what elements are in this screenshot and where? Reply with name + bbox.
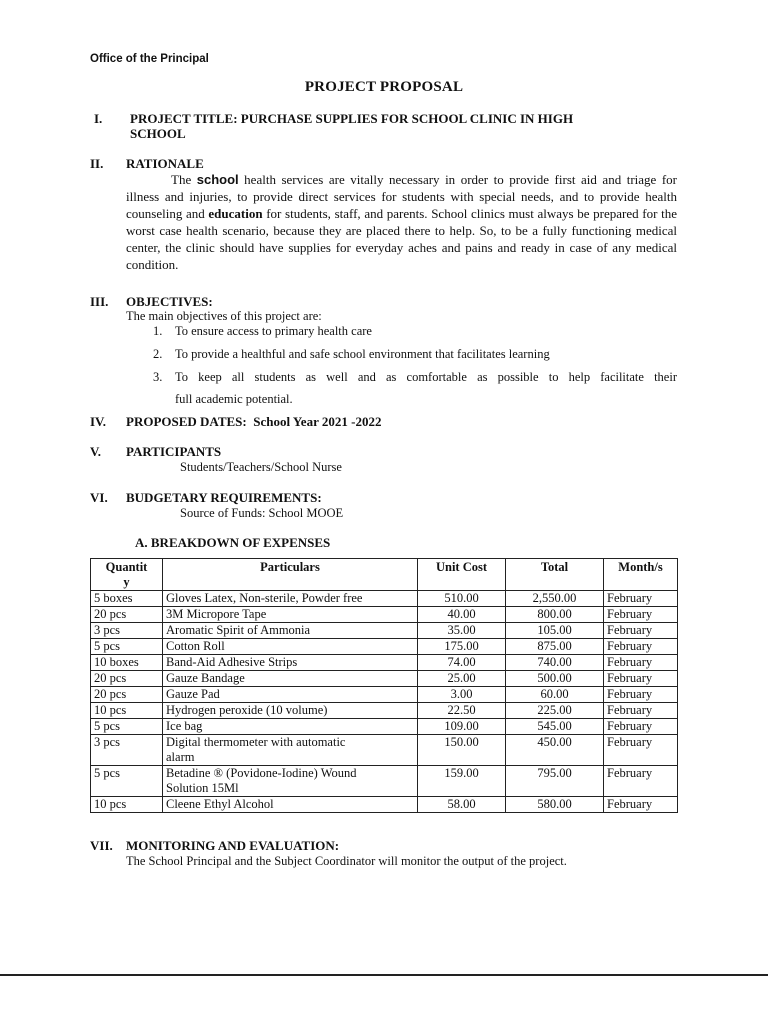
objective-2-number: 2. (153, 347, 163, 361)
table-row (91, 797, 678, 813)
cell-total: 225.00 (506, 703, 604, 719)
table-row (91, 671, 678, 687)
cell-unit-cost: 159.00 (418, 766, 506, 797)
table-row (91, 623, 678, 639)
section-5-heading: PARTICIPANTS (126, 444, 222, 459)
rationale-bold-school: school (196, 172, 239, 187)
cell-unit-cost: 40.00 (418, 607, 506, 623)
cell-month: February (604, 623, 678, 639)
table-row (91, 703, 678, 719)
cell-particulars-line2: alarm (166, 750, 195, 764)
table-row (91, 591, 678, 607)
cell-total: 60.00 (506, 687, 604, 703)
cell-particulars-line1: Gloves Latex, Non-sterile, Powder free (166, 591, 363, 605)
objective-3-text: To keep all students as well and as comfortable as possible to help facilitate their (175, 370, 677, 384)
section-6-number: VI. (90, 490, 108, 505)
rationale-bold-education: education (208, 206, 263, 221)
cell-total: 795.00 (506, 766, 604, 797)
cell-particulars (163, 591, 418, 607)
table-row (91, 735, 678, 766)
table-row (91, 607, 678, 623)
cell-particulars (163, 607, 418, 623)
cell-particulars (163, 766, 418, 797)
section-5-number: V. (90, 444, 101, 459)
cell-particulars-line1: Betadine ® (Povidone-Iodine) Wound (166, 766, 357, 780)
cell-quantity: 5 pcs (91, 719, 163, 735)
header-quantity-line1: Quantit (105, 560, 148, 574)
section-3-heading: OBJECTIVES: (126, 294, 213, 309)
header-unit-cost: Unit Cost (418, 559, 506, 591)
cell-particulars-line1: 3M Micropore Tape (166, 607, 267, 621)
section-1-number: I. (94, 111, 103, 126)
cell-particulars (163, 719, 418, 735)
cell-unit-cost: 74.00 (418, 655, 506, 671)
breakdown-heading: A. BREAKDOWN OF EXPENSES (135, 535, 331, 550)
cell-month: February (604, 639, 678, 655)
cell-total: 105.00 (506, 623, 604, 639)
rationale-paragraph (126, 171, 677, 273)
cell-quantity: 5 boxes (91, 591, 163, 607)
rationale-rest: for students, staff, and parents. School clinics must always be prepared for the worst case health scenario, because they are placed there to help. So, to be a fully functioning medical center, the clinic should have supplies for everyday aches and pains and ready in case of any medical condition. (126, 206, 677, 272)
cell-unit-cost: 58.00 (418, 797, 506, 813)
header-quantity (91, 559, 163, 591)
cell-particulars-line2: Solution 15Ml (166, 781, 239, 795)
cell-unit-cost: 22.50 (418, 703, 506, 719)
cell-month: February (604, 719, 678, 735)
cell-quantity: 10 boxes (91, 655, 163, 671)
section-1-heading-line1: PROJECT TITLE: PURCHASE SUPPLIES FOR SCHOOL CLINIC IN HIGH (130, 111, 574, 126)
cell-quantity: 5 pcs (91, 639, 163, 655)
expenses-table (90, 558, 678, 813)
table-row (91, 655, 678, 671)
section-6-heading: BUDGETARY REQUIREMENTS: (126, 490, 322, 505)
section-1-heading-line2: SCHOOL (130, 126, 186, 141)
section-7-heading: MONITORING AND EVALUATION: (126, 838, 340, 853)
section-7-number: VII. (90, 838, 113, 853)
cell-total: 500.00 (506, 671, 604, 687)
table-row (91, 687, 678, 703)
cell-quantity: 3 pcs (91, 623, 163, 639)
cell-particulars (163, 671, 418, 687)
cell-quantity: 5 pcs (91, 766, 163, 797)
cell-unit-cost: 175.00 (418, 639, 506, 655)
section-4-value: School Year 2021 -2022 (253, 414, 382, 429)
objective-3-number: 3. (153, 370, 163, 384)
cell-month: February (604, 687, 678, 703)
cell-quantity: 20 pcs (91, 687, 163, 703)
cell-total: 800.00 (506, 607, 604, 623)
cell-particulars-line1: Ice bag (166, 719, 203, 733)
header-quantity-line2: y (123, 575, 130, 589)
cell-month: February (604, 703, 678, 719)
cell-particulars-line1: Cotton Roll (166, 639, 225, 653)
cell-unit-cost: 109.00 (418, 719, 506, 735)
monitoring-text: The School Principal and the Subject Coordinator will monitor the output of the project. (126, 854, 567, 868)
cell-month: February (604, 671, 678, 687)
cell-month: February (604, 797, 678, 813)
cell-total: 740.00 (506, 655, 604, 671)
cell-month: February (604, 735, 678, 766)
section-1-heading (130, 111, 573, 141)
cell-unit-cost: 25.00 (418, 671, 506, 687)
cell-particulars-line1: Hydrogen peroxide (10 volume) (166, 703, 328, 717)
section-2-number: II. (90, 156, 104, 171)
cell-particulars-line1: Band-Aid Adhesive Strips (166, 655, 298, 669)
source-of-funds: Source of Funds: School MOOE (180, 506, 344, 520)
cell-particulars-line1: Digital thermometer with automatic (166, 735, 346, 749)
objective-1-number: 1. (153, 324, 163, 338)
cell-particulars (163, 687, 418, 703)
section-4-label: PROPOSED DATES: (126, 414, 247, 429)
rationale-mid: health services are vitally necessary in order to provide first aid and triage for illness and injuries, to provide direct services for students with special needs, and to provide health counseling and (126, 172, 678, 221)
cell-particulars-line1: Gauze Bandage (166, 671, 245, 685)
cell-particulars-line1: Aromatic Spirit of Ammonia (166, 623, 311, 637)
objective-2-text: To provide a healthful and safe school environment that facilitates learning (175, 347, 550, 361)
cell-particulars (163, 655, 418, 671)
objective-3-text-cont: full academic potential. (175, 392, 293, 406)
cell-unit-cost: 35.00 (418, 623, 506, 639)
table-row (91, 639, 678, 655)
cell-particulars-line1: Gauze Pad (166, 687, 220, 701)
cell-quantity: 20 pcs (91, 607, 163, 623)
header-particulars: Particulars (163, 559, 418, 591)
cell-unit-cost: 510.00 (418, 591, 506, 607)
document-title: PROJECT PROPOSAL (304, 79, 464, 95)
section-3-number: III. (90, 294, 109, 309)
cell-month: February (604, 607, 678, 623)
table-row (91, 719, 678, 735)
cell-particulars (163, 639, 418, 655)
cell-particulars (163, 703, 418, 719)
table-header-row (91, 559, 678, 591)
cell-unit-cost: 150.00 (418, 735, 506, 766)
cell-particulars (163, 735, 418, 766)
cell-unit-cost: 3.00 (418, 687, 506, 703)
cell-quantity: 20 pcs (91, 671, 163, 687)
objective-1-text: To ensure access to primary health care (175, 324, 372, 338)
cell-total: 580.00 (506, 797, 604, 813)
cell-particulars (163, 797, 418, 813)
objectives-intro: The main objectives of this project are: (126, 309, 322, 323)
cell-total: 875.00 (506, 639, 604, 655)
cell-quantity: 10 pcs (91, 703, 163, 719)
header-total: Total (506, 559, 604, 591)
cell-particulars-line1: Cleene Ethyl Alcohol (166, 797, 274, 811)
office-header: Office of the Principal (90, 53, 209, 65)
cell-total: 450.00 (506, 735, 604, 766)
cell-month: February (604, 655, 678, 671)
cell-total: 2,550.00 (506, 591, 604, 607)
section-2-heading: RATIONALE (126, 156, 204, 171)
table-row (91, 766, 678, 797)
rationale-lead: The (171, 172, 197, 187)
header-months: Month/s (604, 559, 678, 591)
cell-particulars (163, 623, 418, 639)
cell-month: February (604, 766, 678, 797)
section-4-number: IV. (90, 414, 107, 429)
cell-total: 545.00 (506, 719, 604, 735)
participants-value: Students/Teachers/School Nurse (180, 460, 342, 474)
bottom-rule (0, 974, 768, 976)
cell-month: February (604, 591, 678, 607)
cell-quantity: 10 pcs (91, 797, 163, 813)
cell-quantity: 3 pcs (91, 735, 163, 766)
section-4-heading (126, 414, 381, 430)
